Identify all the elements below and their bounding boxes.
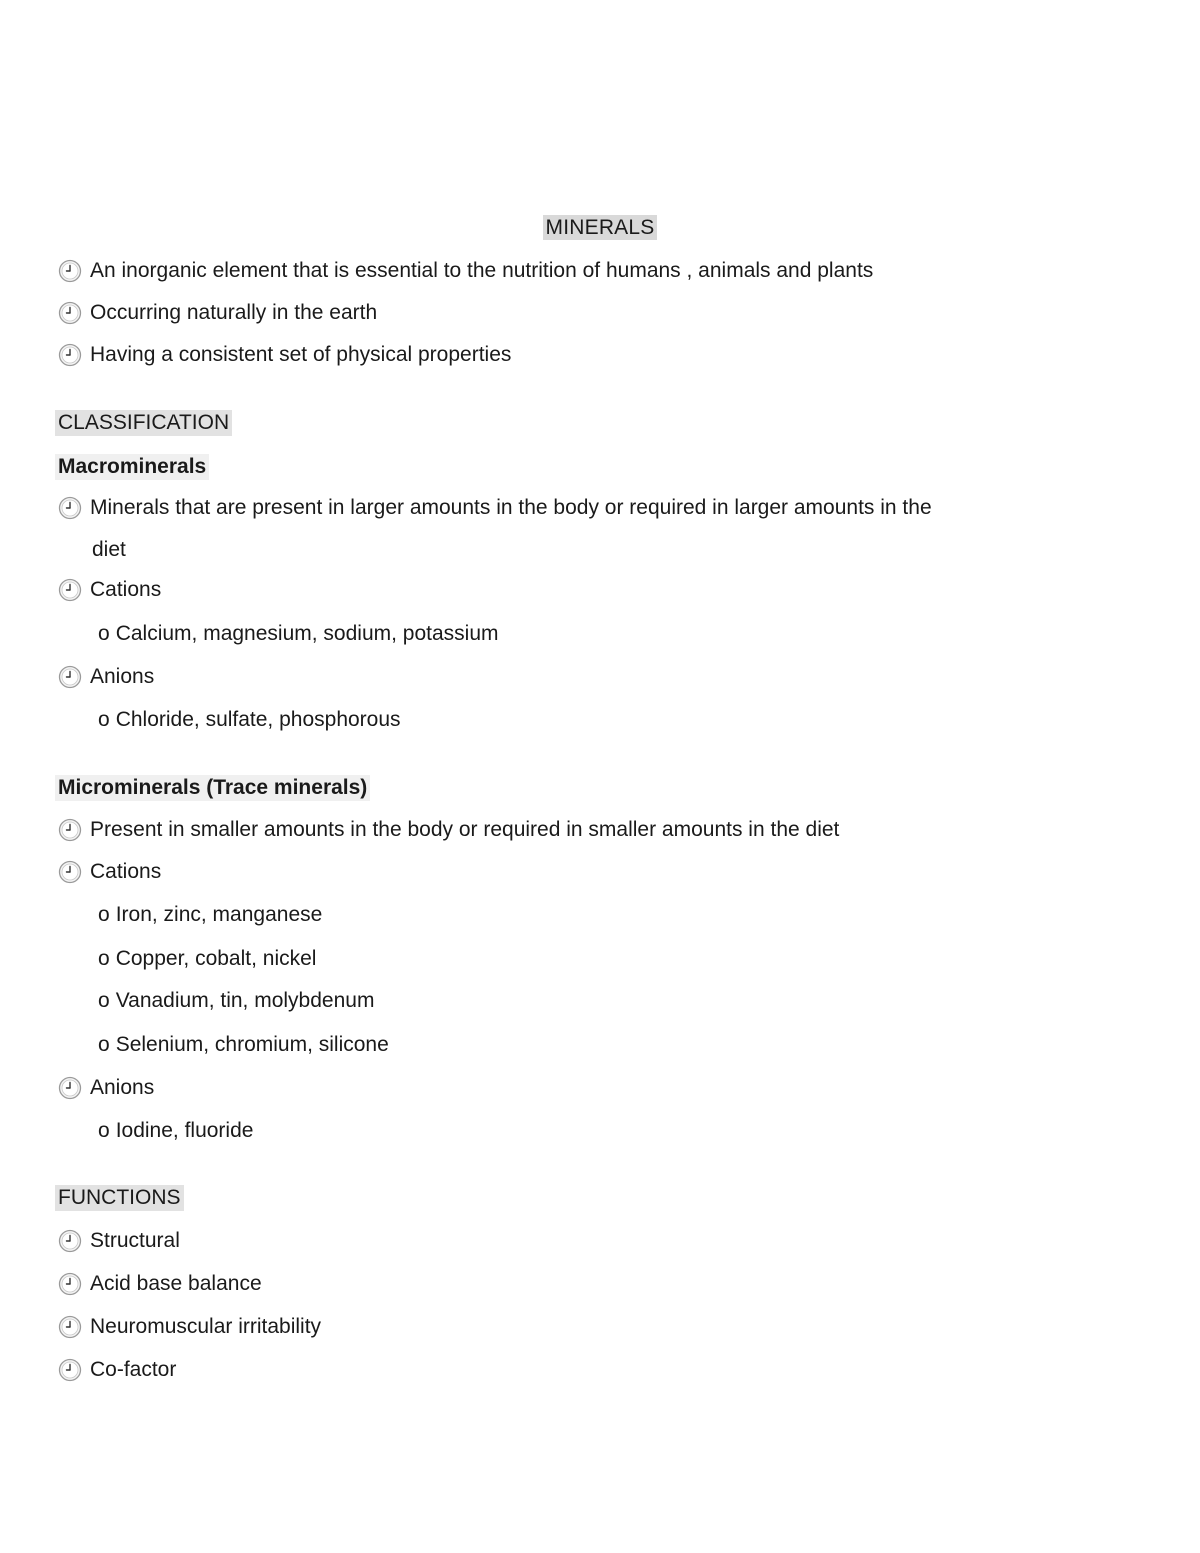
list-item: Cations <box>58 578 161 602</box>
page-title-text: MINERALS <box>543 215 658 240</box>
macrominerals-heading: Macrominerals <box>55 454 209 480</box>
list-item: Having a consistent set of physical properties <box>58 343 511 367</box>
clock-icon <box>58 343 82 367</box>
clock-icon <box>58 1076 82 1100</box>
list-item-continuation: diet <box>92 538 126 561</box>
list-item: Co-factor <box>58 1358 176 1382</box>
clock-icon <box>58 1358 82 1382</box>
clock-icon <box>58 818 82 842</box>
list-item: Minerals that are present in larger amounts in the body or required in larger amounts in the <box>58 496 932 520</box>
classification-heading: CLASSIFICATION <box>55 410 232 436</box>
sub-list-item: o Copper, cobalt, nickel <box>98 947 317 970</box>
clock-icon <box>58 860 82 884</box>
sub-list-item: o Calcium, magnesium, sodium, potassium <box>98 622 499 645</box>
clock-icon <box>58 1315 82 1339</box>
clock-icon <box>58 1229 82 1253</box>
clock-icon <box>58 301 82 325</box>
sub-list-item: o Iron, zinc, manganese <box>98 903 323 926</box>
microminerals-heading: Microminerals (Trace minerals) <box>55 775 370 801</box>
list-item: Present in smaller amounts in the body or required in smaller amounts in the diet <box>58 818 839 842</box>
clock-icon <box>58 1272 82 1296</box>
list-item: Structural <box>58 1229 180 1253</box>
list-item: Neuromuscular irritability <box>58 1315 321 1339</box>
clock-icon <box>58 578 82 602</box>
list-item: Occurring naturally in the earth <box>58 301 377 325</box>
sub-list-item: o Chloride, sulfate, phosphorous <box>98 708 401 731</box>
list-item: Cations <box>58 860 161 884</box>
list-item: An inorganic element that is essential to the nutrition of humans , animals and plants <box>58 259 873 283</box>
clock-icon <box>58 665 82 689</box>
clock-icon <box>58 496 82 520</box>
list-item: Anions <box>58 665 154 689</box>
sub-list-item: o Selenium, chromium, silicone <box>98 1033 389 1056</box>
sub-list-item: o Iodine, fluoride <box>98 1119 254 1142</box>
list-item: Acid base balance <box>58 1272 262 1296</box>
functions-heading: FUNCTIONS <box>55 1185 184 1211</box>
sub-list-item: o Vanadium, tin, molybdenum <box>98 989 375 1012</box>
list-item: Anions <box>58 1076 154 1100</box>
page-title <box>0 216 1200 240</box>
clock-icon <box>58 259 82 283</box>
